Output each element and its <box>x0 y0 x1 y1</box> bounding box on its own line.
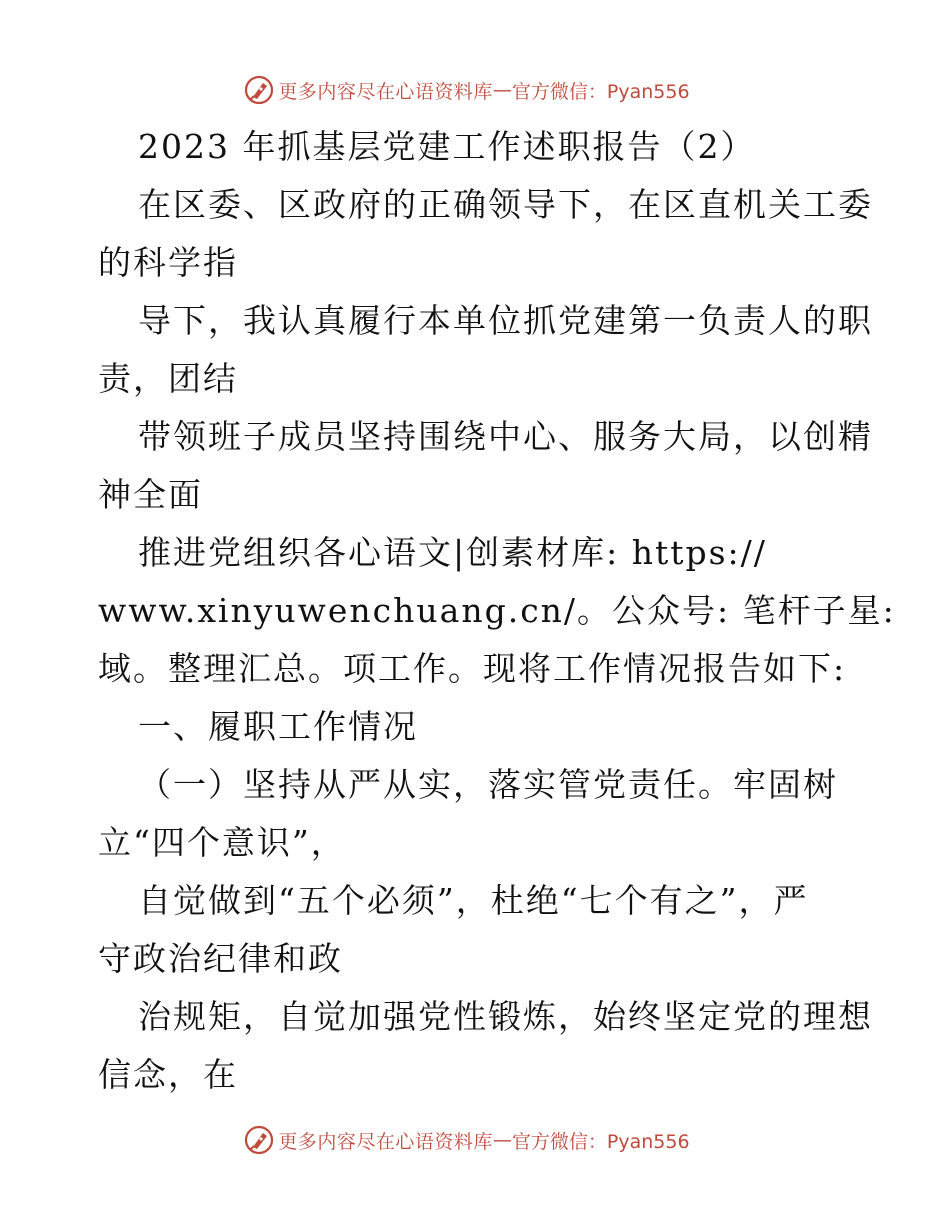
paragraph-line: 守政治纪律和政 <box>98 939 343 978</box>
watermark-separator: — <box>492 1129 512 1151</box>
paragraph-line: 带领班子成员坚持围绕中心、服务大局，以创精 <box>138 417 873 456</box>
watermark-contact: 官方微信：Pyan556 <box>511 80 690 103</box>
watermark-inner <box>244 1125 689 1155</box>
paragraph-line: 在区委、区政府的正确领导下，在区直机关工委 <box>138 185 873 224</box>
watermark-text: 更多内容尽在心语资料库 <box>278 80 493 103</box>
watermark-inner <box>244 75 689 105</box>
document-body <box>98 118 896 1104</box>
paragraph-line: 推进党组织各心语文|创素材库: https:// <box>138 533 767 572</box>
paragraph-line: 域。整理汇总。项工作。现将工作情况报告如下: <box>98 649 847 688</box>
watermark-banner-bottom <box>0 1120 950 1160</box>
paragraph-line: 治规矩，自觉加强党性锻炼，始终坚定党的理想 <box>138 997 873 1036</box>
paragraph-line: 神全面 <box>98 475 203 514</box>
watermark-contact: 官方微信：Pyan556 <box>511 1130 690 1153</box>
pen-nib-logo-icon <box>244 75 274 105</box>
watermark-text: 更多内容尽在心语资料库 <box>278 1130 493 1153</box>
paragraph-line: www.xinyuwenchuang.cn/。公众号: 笔杆子星: <box>98 591 896 630</box>
paragraph-line: 的科学指 <box>98 243 238 282</box>
pen-nib-logo-icon <box>244 1125 274 1155</box>
watermark-banner-top <box>0 70 950 110</box>
paragraph-line: 信念，在 <box>98 1055 238 1094</box>
section-heading: 一、履职工作情况 <box>138 707 418 746</box>
document-title: 2023 年抓基层党建工作述职报告（2） <box>138 127 756 166</box>
paragraph-line: 导下，我认真履行本单位抓党建第一负责人的职 <box>138 301 873 340</box>
paragraph-line: 立“四个意识”， <box>98 823 346 862</box>
watermark-separator: — <box>492 79 512 101</box>
paragraph-line: （一）坚持从严从实，落实管党责任。牢固树 <box>138 765 838 804</box>
paragraph-line: 自觉做到“五个必须”，杜绝“七个有之”，严 <box>138 881 809 920</box>
paragraph-line: 责，团结 <box>98 359 238 398</box>
